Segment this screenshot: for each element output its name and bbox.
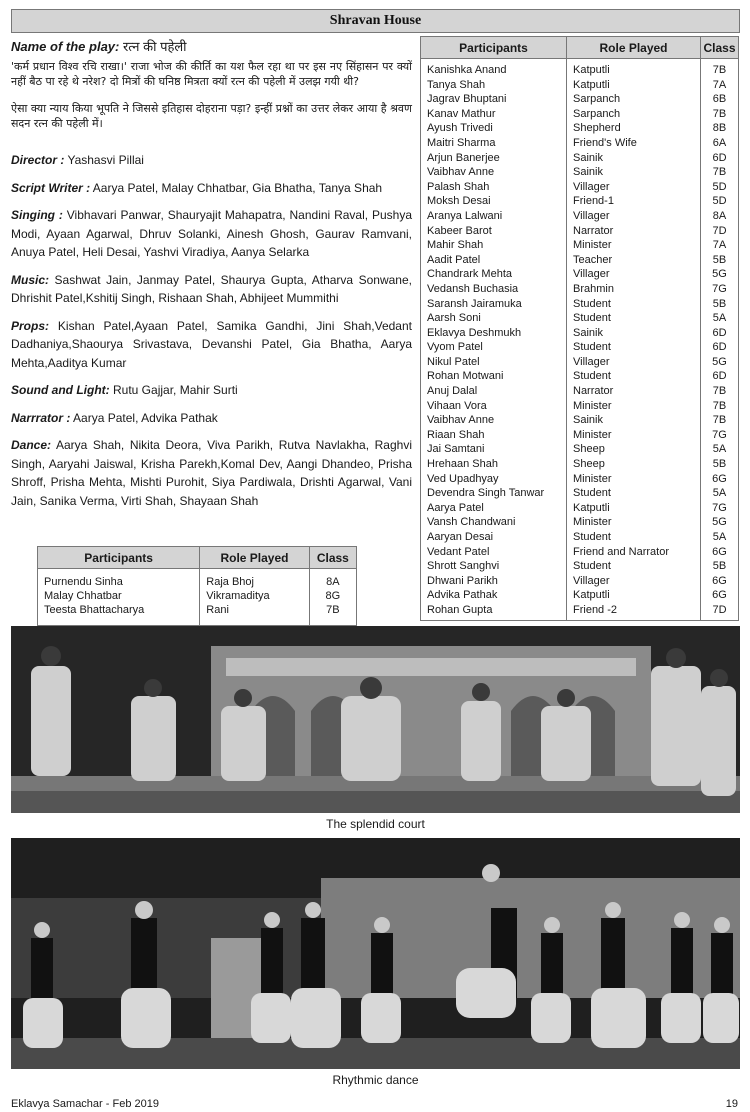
class-cell: 7B xyxy=(309,603,356,626)
class-cell: 7A xyxy=(701,78,739,93)
table-row xyxy=(38,603,357,626)
participant-cell: Vaibhav Anne xyxy=(421,165,567,180)
role-cell: Katputli xyxy=(567,78,701,93)
class-cell: 7B xyxy=(701,165,739,180)
cast-table xyxy=(420,36,739,621)
participant-cell: Vaibhav Anne xyxy=(421,413,567,428)
class-cell: 5G xyxy=(701,355,739,370)
role-cell: Student xyxy=(567,340,701,355)
table-row xyxy=(421,238,739,253)
table-row xyxy=(421,501,739,516)
credit-label: Sound and Light: xyxy=(11,383,110,397)
participant-cell: Rohan Motwani xyxy=(421,369,567,384)
participant-cell: Chandrark Mehta xyxy=(421,267,567,282)
role-cell: Narrator xyxy=(567,224,701,239)
lead-cast-table xyxy=(37,546,357,626)
participant-cell: Kabeer Barot xyxy=(421,224,567,239)
class-cell: 7B xyxy=(701,59,739,78)
credit-label: Singing : xyxy=(11,208,63,222)
role-cell: Katputli xyxy=(567,501,701,516)
participant-cell: Mahir Shah xyxy=(421,238,567,253)
court-caption: The splendid court xyxy=(326,817,425,831)
role-cell: Minister xyxy=(567,472,701,487)
role-cell: Villager xyxy=(567,574,701,589)
participant-cell: Anuj Dalal xyxy=(421,384,567,399)
dance-caption: Rhythmic dance xyxy=(332,1073,419,1087)
participant-cell: Kanav Mathur xyxy=(421,107,567,122)
class-cell: 7G xyxy=(701,428,739,443)
class-cell: 7B xyxy=(701,399,739,414)
class-cell: 8A xyxy=(701,209,739,224)
table-row xyxy=(421,78,739,93)
role-cell: Sainik xyxy=(567,413,701,428)
table-row xyxy=(421,209,739,224)
role-cell: Villager xyxy=(567,267,701,282)
table-row xyxy=(421,515,739,530)
role-cell: Villager xyxy=(567,180,701,195)
class-cell: 8G xyxy=(309,589,356,603)
credit-names: Aarya Shah, Nikita Deora, Viva Parikh, Rutva Navlakha, Raghvi Singh, Aaryahi Jaiswal, Krisha Parekh,Komal Dev, Aangi Dhandeo, Prisha Shroff, Prisha Mehta, Mishti Purohit, Siya Pardiwala, Drishti Agarwal, Vani Jain, Sanika Verma, Virti Shah, Shayaan Shah xyxy=(11,438,412,508)
table-row xyxy=(421,530,739,545)
role-cell: Sheep xyxy=(567,442,701,457)
col-participants: Participants xyxy=(38,547,200,569)
role-cell: Sainik xyxy=(567,165,701,180)
table-row xyxy=(421,369,739,384)
participant-cell: Vyom Patel xyxy=(421,340,567,355)
role-cell: Student xyxy=(567,311,701,326)
role-cell: Brahmin xyxy=(567,282,701,297)
class-cell: 6D xyxy=(701,369,739,384)
role-cell: Friend -2 xyxy=(567,603,701,620)
participant-cell: Jai Samtani xyxy=(421,442,567,457)
table-row xyxy=(421,457,739,472)
class-cell: 7G xyxy=(701,501,739,516)
role-cell: Shepherd xyxy=(567,121,701,136)
class-cell: 6D xyxy=(701,340,739,355)
role-cell: Villager xyxy=(567,355,701,370)
class-cell: 8B xyxy=(701,121,739,136)
table-row xyxy=(421,442,739,457)
participant-cell: Aarsh Soni xyxy=(421,311,567,326)
participant-cell: Aaryan Desai xyxy=(421,530,567,545)
credit-label: Dance: xyxy=(11,438,52,452)
table-row xyxy=(421,428,739,443)
credit-names: Aarya Patel, Malay Chhatbar, Gia Bhatha, Tanya Shah xyxy=(92,180,383,195)
table-row xyxy=(421,472,739,487)
table-row xyxy=(421,267,739,282)
credit-line xyxy=(11,206,412,262)
class-cell: 7D xyxy=(701,603,739,620)
table-row xyxy=(421,588,739,603)
play-name: रत्न की पहेली xyxy=(122,39,187,54)
table-row xyxy=(421,545,739,560)
credit-label: Props: xyxy=(11,318,50,333)
role-cell: Sarpanch xyxy=(567,107,701,122)
table-row xyxy=(421,180,739,195)
participant-cell: Ayush Trivedi xyxy=(421,121,567,136)
class-cell: 7B xyxy=(701,384,739,399)
class-cell: 8A xyxy=(309,569,356,590)
table-row xyxy=(421,384,739,399)
participant-cell: Devendra Singh Tanwar xyxy=(421,486,567,501)
role-cell: Vikramaditya xyxy=(200,589,309,603)
role-cell: Raja Bhoj xyxy=(200,569,309,590)
table-row xyxy=(421,224,739,239)
class-cell: 7D xyxy=(701,224,739,239)
participant-cell: Vedansh Buchasia xyxy=(421,282,567,297)
credit-line xyxy=(11,179,412,198)
class-cell: 6D xyxy=(701,326,739,341)
participant-cell: Nikul Patel xyxy=(421,355,567,370)
table-row xyxy=(421,282,739,297)
table-row xyxy=(38,569,357,590)
role-cell: Sainik xyxy=(567,326,701,341)
credit-label: Director : xyxy=(11,153,65,167)
table-row xyxy=(421,486,739,501)
class-cell: 6G xyxy=(701,588,739,603)
house-title: Shravan House xyxy=(329,13,422,28)
credit-line xyxy=(11,381,412,400)
credit-names: Rutu Gajjar, Mahir Surti xyxy=(113,383,238,397)
class-cell: 5A xyxy=(701,442,739,457)
role-cell: Minister xyxy=(567,399,701,414)
role-cell: Friend-1 xyxy=(567,194,701,209)
table-row xyxy=(421,326,739,341)
house-header xyxy=(11,9,740,33)
class-cell: 6G xyxy=(701,574,739,589)
table-row xyxy=(421,59,739,78)
participant-cell: Shrott Sanghvi xyxy=(421,559,567,574)
role-cell: Minister xyxy=(567,428,701,443)
class-cell: 5D xyxy=(701,180,739,195)
participant-cell: Jagrav Bhuptani xyxy=(421,92,567,107)
play-intro-1: 'कर्म प्रधान विश्व रचि राखा।' राजा भोज की कीर्ति का यश फैल रहा था पर इस नए सिंहासन पर क्यों नहीं बैठ पा रहे थे नरेश? दो मित्रों की घनिष्ठ मित्रता क्यों रत्न की पहेली में उलझ गयी थी? xyxy=(11,60,412,88)
role-cell: Sarpanch xyxy=(567,92,701,107)
participant-cell: Aadit Patel xyxy=(421,253,567,268)
court-photo xyxy=(11,626,740,813)
class-cell: 5A xyxy=(701,486,739,501)
col-class: Class xyxy=(701,37,739,59)
table-row xyxy=(421,136,739,151)
role-cell: Minister xyxy=(567,515,701,530)
participant-cell: Vansh Chandwani xyxy=(421,515,567,530)
play-name-label: Name of the play: xyxy=(11,39,120,54)
class-cell: 5B xyxy=(701,559,739,574)
role-cell: Student xyxy=(567,530,701,545)
credit-label: Script Writer : xyxy=(11,180,91,195)
participant-cell: Kanishka Anand xyxy=(421,59,567,78)
participant-cell: Arjun Banerjee xyxy=(421,151,567,166)
credit-line xyxy=(11,409,412,428)
role-cell: Narrator xyxy=(567,384,701,399)
role-cell: Rani xyxy=(200,603,309,626)
role-cell: Friend and Narrator xyxy=(567,545,701,560)
credit-line xyxy=(11,151,412,170)
table-row xyxy=(421,413,739,428)
credit-names: Kishan Patel,Ayaan Patel, Samika Gandhi, Jini Shah,Vedant Dadhaniya,Shaourya Srivastava, Devanshi Patel, Gia Bhatha, Aarya Mehta,Aaditya Kumar xyxy=(11,318,412,370)
participant-cell: Aarya Patel xyxy=(421,501,567,516)
table-row xyxy=(421,165,739,180)
credit-names: Aarya Patel, Advika Pathak xyxy=(73,410,218,425)
class-cell: 5B xyxy=(701,253,739,268)
table-row xyxy=(421,559,739,574)
dance-photo xyxy=(11,838,740,1069)
class-cell: 6D xyxy=(701,151,739,166)
participant-cell: Riaan Shah xyxy=(421,428,567,443)
table-row xyxy=(421,107,739,122)
credit-names: Sashwat Jain, Janmay Patel, Shaurya Gupta, Atharva Sonwane, Dhrishit Patel,Kshitij Singh, Rishaan Shah, Abhijeet Mummithi xyxy=(11,272,412,305)
role-cell: Student xyxy=(567,297,701,312)
class-cell: 6B xyxy=(701,92,739,107)
class-cell: 7B xyxy=(701,413,739,428)
credit-line xyxy=(11,271,412,308)
participant-cell: Advika Pathak xyxy=(421,588,567,603)
credit-line xyxy=(11,317,412,373)
participant-cell: Aranya Lalwani xyxy=(421,209,567,224)
col-class: Class xyxy=(309,547,356,569)
table-row xyxy=(421,340,739,355)
role-cell: Sheep xyxy=(567,457,701,472)
role-cell: Katputli xyxy=(567,588,701,603)
participant-cell: Malay Chhatbar xyxy=(38,589,200,603)
class-cell: 5B xyxy=(701,297,739,312)
col-role: Role Played xyxy=(200,547,309,569)
participant-cell: Eklavya Deshmukh xyxy=(421,326,567,341)
participant-cell: Maitri Sharma xyxy=(421,136,567,151)
play-credits xyxy=(11,38,412,519)
participant-cell: Hrehaan Shah xyxy=(421,457,567,472)
table-row xyxy=(421,253,739,268)
col-role: Role Played xyxy=(567,37,701,59)
table-row xyxy=(421,151,739,166)
role-cell: Minister xyxy=(567,238,701,253)
class-cell: 7A xyxy=(701,238,739,253)
participant-cell: Teesta Bhattacharya xyxy=(38,603,200,626)
table-row xyxy=(421,574,739,589)
participant-cell: Purnendu Sinha xyxy=(38,569,200,590)
class-cell: 5D xyxy=(701,194,739,209)
participant-cell: Tanya Shah xyxy=(421,78,567,93)
role-cell: Student xyxy=(567,369,701,384)
class-cell: 6G xyxy=(701,472,739,487)
table-row xyxy=(421,355,739,370)
publication-footer: Eklavya Samachar - Feb 2019 xyxy=(11,1098,159,1110)
credit-line xyxy=(11,436,412,510)
class-cell: 6G xyxy=(701,545,739,560)
role-cell: Sainik xyxy=(567,151,701,166)
credit-names: Vibhavari Panwar, Shauryajit Mahapatra, Nandini Raval, Pushya Modi, Ayaan Agarwal, Dhruv Solanki, Ainesh Ghosh, Gaurav Ramvani, Anuya Patel, Heli Desai, Yashvi Viradiya, Aanya Selarka xyxy=(11,208,412,259)
table-row xyxy=(421,194,739,209)
play-intro-2: ऐसा क्या न्याय किया भूपति ने जिससे इतिहास दोहराना पड़ा? इन्हीं प्रश्नों का उत्तर लेकर आया है श्रवण सदन रत्न की पहेली में। xyxy=(11,102,412,130)
class-cell: 5G xyxy=(701,267,739,282)
table-row xyxy=(421,311,739,326)
participant-cell: Saransh Jairamuka xyxy=(421,297,567,312)
table-row xyxy=(421,297,739,312)
class-cell: 7G xyxy=(701,282,739,297)
role-cell: Katputli xyxy=(567,59,701,78)
participant-cell: Vihaan Vora xyxy=(421,399,567,414)
table-row xyxy=(38,589,357,603)
credit-names: Yashasvi Pillai xyxy=(67,153,144,167)
role-cell: Student xyxy=(567,559,701,574)
role-cell: Teacher xyxy=(567,253,701,268)
col-participants: Participants xyxy=(421,37,567,59)
play-name-line xyxy=(11,38,412,56)
table-row xyxy=(421,399,739,414)
class-cell: 5A xyxy=(701,311,739,326)
participant-cell: Ved Upadhyay xyxy=(421,472,567,487)
table-row xyxy=(421,121,739,136)
class-cell: 5B xyxy=(701,457,739,472)
participant-cell: Rohan Gupta xyxy=(421,603,567,620)
class-cell: 5G xyxy=(701,515,739,530)
participant-cell: Vedant Patel xyxy=(421,545,567,560)
participant-cell: Dhwani Parikh xyxy=(421,574,567,589)
credit-label: Narrrator : xyxy=(11,410,71,425)
role-cell: Student xyxy=(567,486,701,501)
table-row xyxy=(421,603,739,620)
participant-cell: Moksh Desai xyxy=(421,194,567,209)
class-cell: 7B xyxy=(701,107,739,122)
credit-label: Music: xyxy=(11,272,50,287)
table-row xyxy=(421,92,739,107)
role-cell: Villager xyxy=(567,209,701,224)
page-number: 19 xyxy=(725,1098,738,1110)
role-cell: Friend's Wife xyxy=(567,136,701,151)
participant-cell: Palash Shah xyxy=(421,180,567,195)
class-cell: 5A xyxy=(701,530,739,545)
class-cell: 6A xyxy=(701,136,739,151)
